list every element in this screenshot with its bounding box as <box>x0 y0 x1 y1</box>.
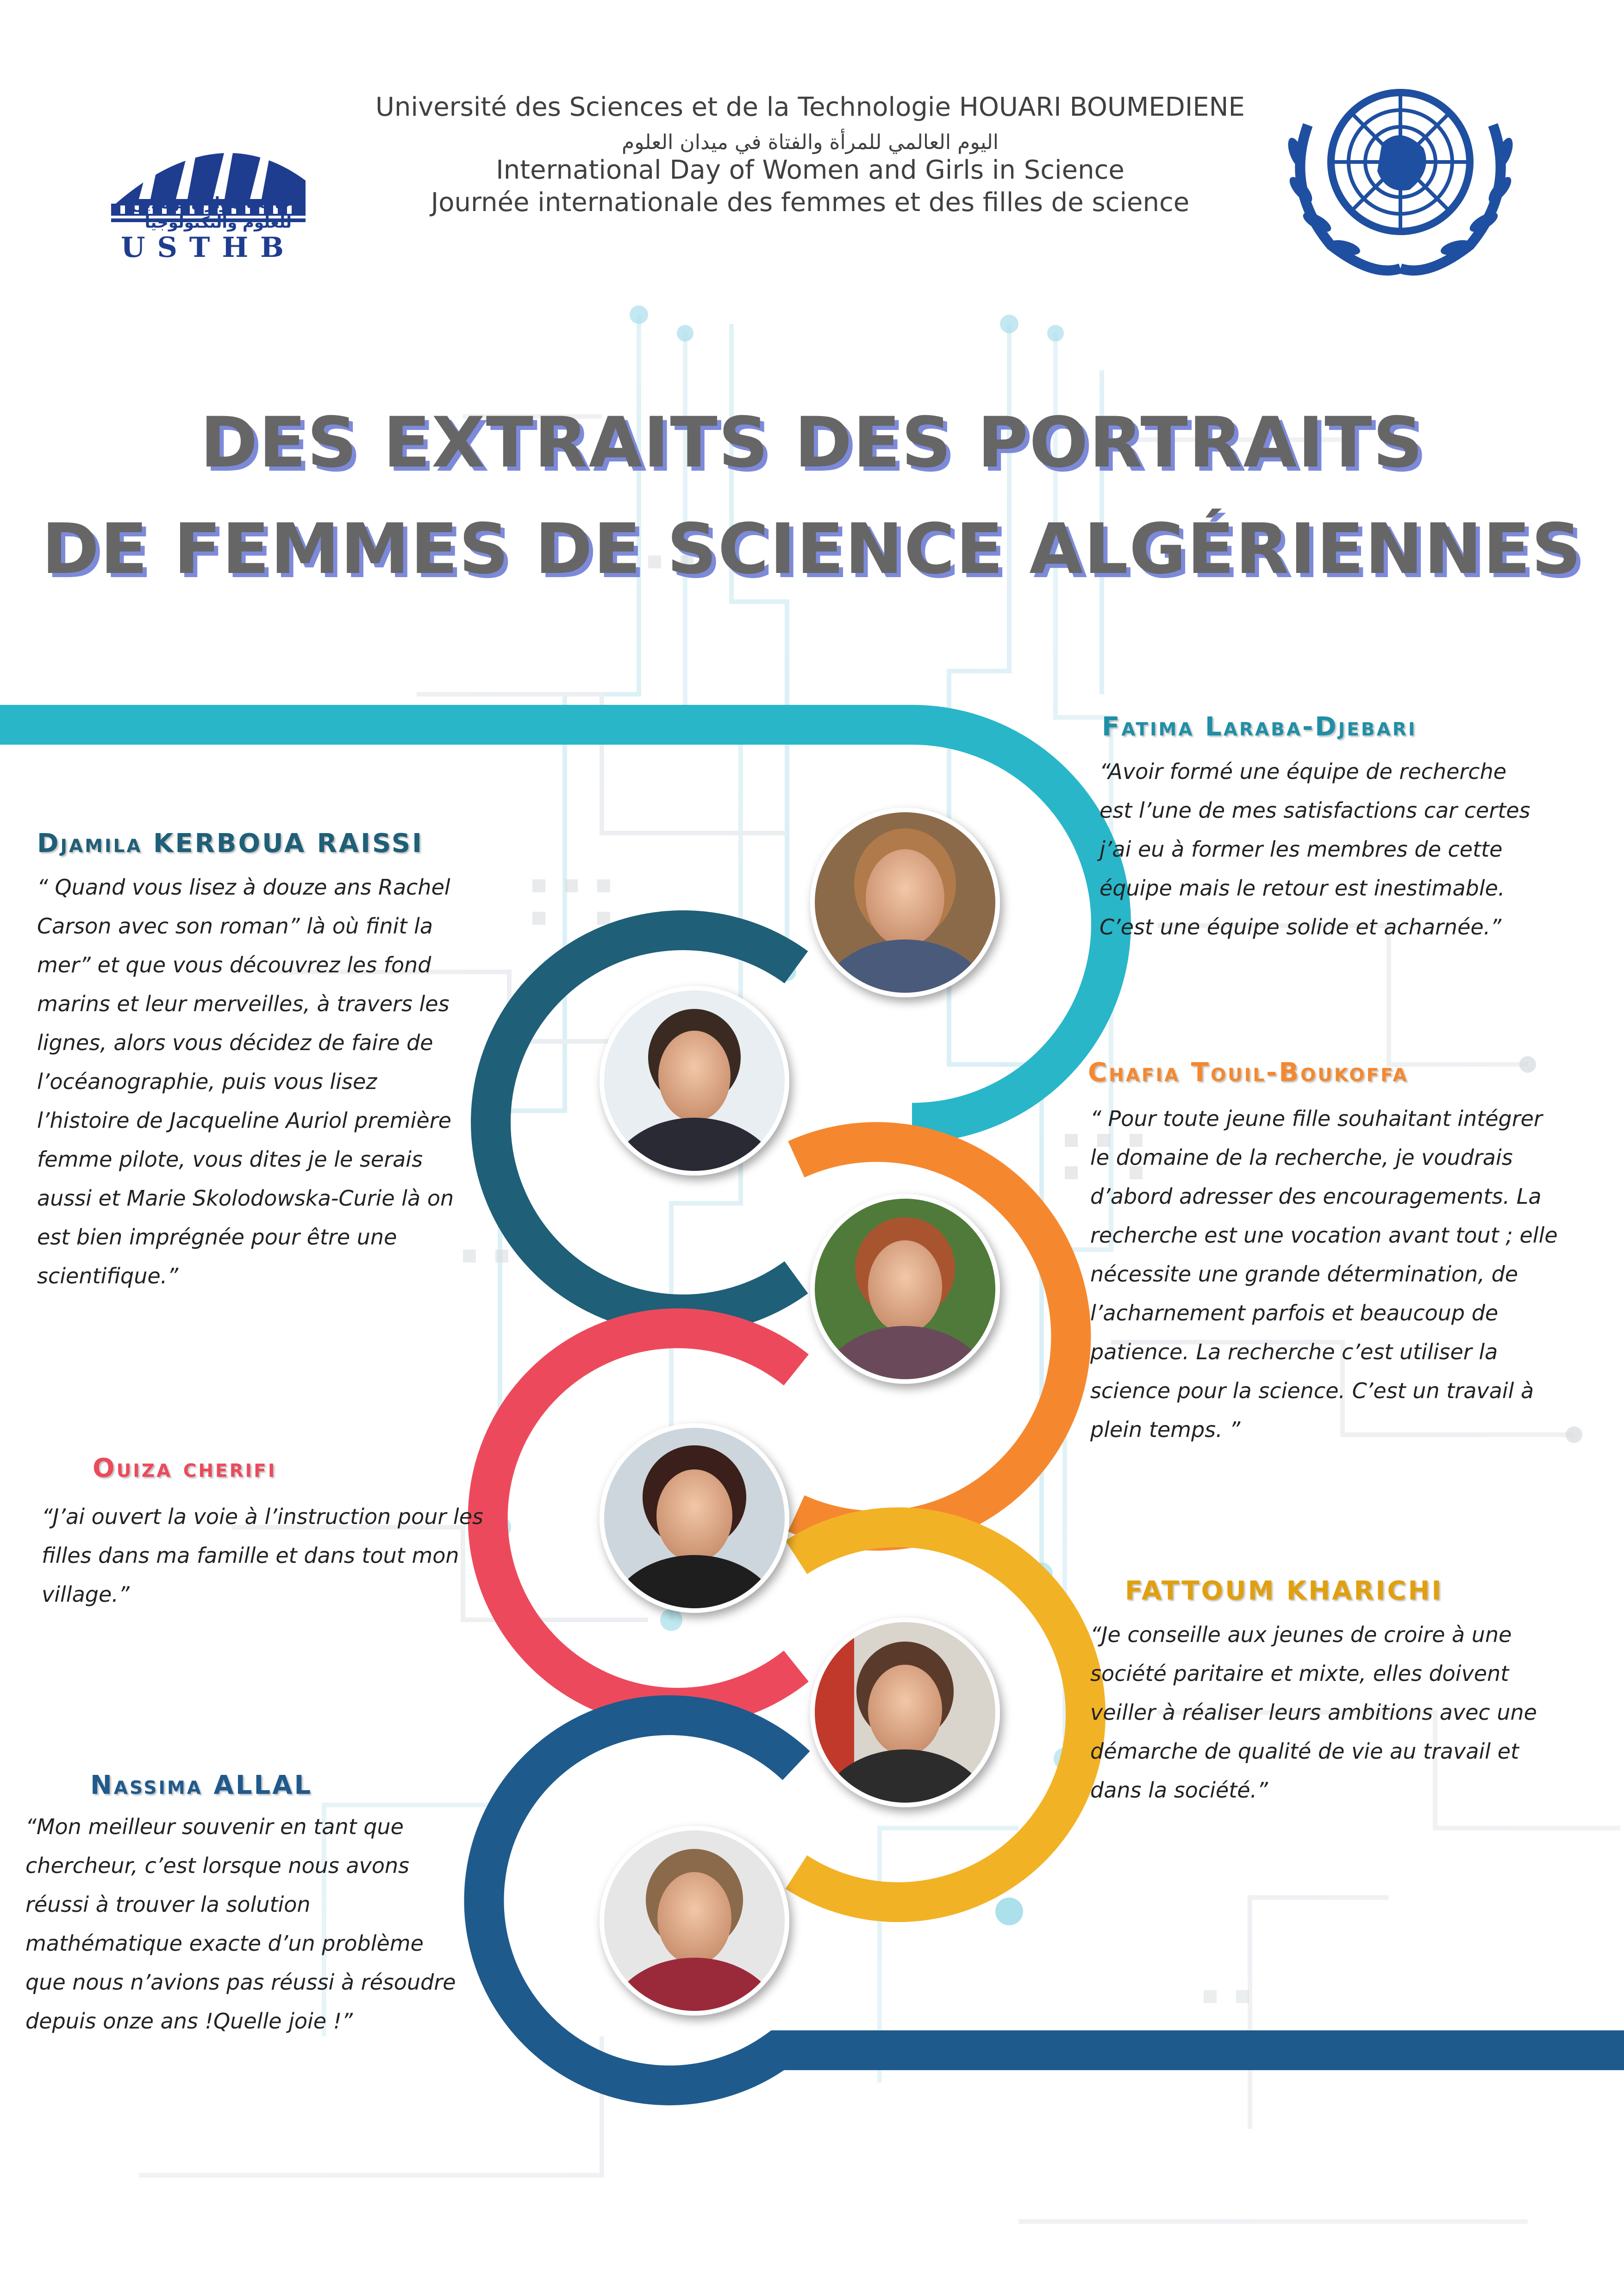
university-name: Université des Sciences et de la Technologie HOUARI BOUMEDIENE <box>375 92 1245 122</box>
portrait-name-fatima: Fatima Laraba-Djebari <box>1102 712 1417 742</box>
portrait-quote-fattoum: “Je conseille aux jeunes de croire à une société paritaire et mixte, elles doivent veiller à réaliser leurs ambitions avec une démarche de qualité de vie au travail et dans la société.” <box>1090 1622 1537 1803</box>
portrait-name-nassima: Nassima ALLAL <box>90 1770 313 1800</box>
page-title-line-1: DES EXTRAITS DES PORTRAITS <box>200 403 1424 483</box>
portrait-name-chafia: Chafia Touil-Boukoffa <box>1088 1058 1409 1088</box>
portrait-name-djamila: Djamila KERBOUA RAISSI <box>37 828 424 859</box>
page-title-line-2: DE FEMMES DE SCIENCE ALGÉRIENNES <box>42 509 1582 590</box>
portrait-quote-chafia: “ Pour toute jeune fille souhaitant intégrer le domaine de la recherche, je voudrais d’abord adresser des encouragements. La recherche est une vocation avant tout ; elle nécessite une grande détermination, de l’acharnement parfois et beaucoup de patience. La recherche c’est utiliser la science pour la science. C’est un travail à plein temps. ” <box>1090 1106 1558 1442</box>
logo-arabic-name: جامعة هواري بومدين للعلوم والتكنولوجيا <box>131 194 292 232</box>
portrait-quote-ouiza: “J’ai ouvert la voie à l’instruction pour les filles dans ma famille et dans tout mon village.” <box>42 1504 483 1607</box>
english-event-title: International Day of Women and Girls in Science <box>496 155 1124 185</box>
arabic-event-title: اليوم العالمي للمرأة والفتاة في ميدان العلوم <box>622 131 999 154</box>
portrait-name-fattoum: FATTOUM KHARICHI <box>1125 1576 1443 1606</box>
portrait-quote-nassima: “Mon meilleur souvenir en tant que chercheur, c’est lorsque nous avons réussi à trouver la solution mathématique exacte d’un problème que nous n’avions pas réussi à résoudre depuis onze ans !Quelle joie !” <box>25 1814 456 2034</box>
portrait-quote-fatima: “Avoir formé une équipe de recherche est l’une de mes satisfactions car certes j’ai eu à former les membres de cette équipe mais le retour est inestimable. C’est une équipe solide et acharnée.” <box>1099 759 1530 940</box>
french-event-title: Journée internationale des femmes et des filles de science <box>431 187 1190 218</box>
portrait-name-ouiza: Ouiza cherifi <box>93 1453 277 1483</box>
portrait-quote-djamila: “ Quand vous lisez à douze ans Rachel Carson avec son roman” là où finit la mer” et que vous découvrez les fond marins et leur merveilles, à travers les lignes, alors vous décidez de faire de l’océanographie, puis vous lisez l’histoire de Jacqueline Auriol première femme pilote, vous dites je le serais aussi et Marie Skolodowska-Curie là on est bien imprégnée pour être une scientifique.” <box>37 875 454 1288</box>
logo-acronym: USTHB <box>121 231 296 264</box>
